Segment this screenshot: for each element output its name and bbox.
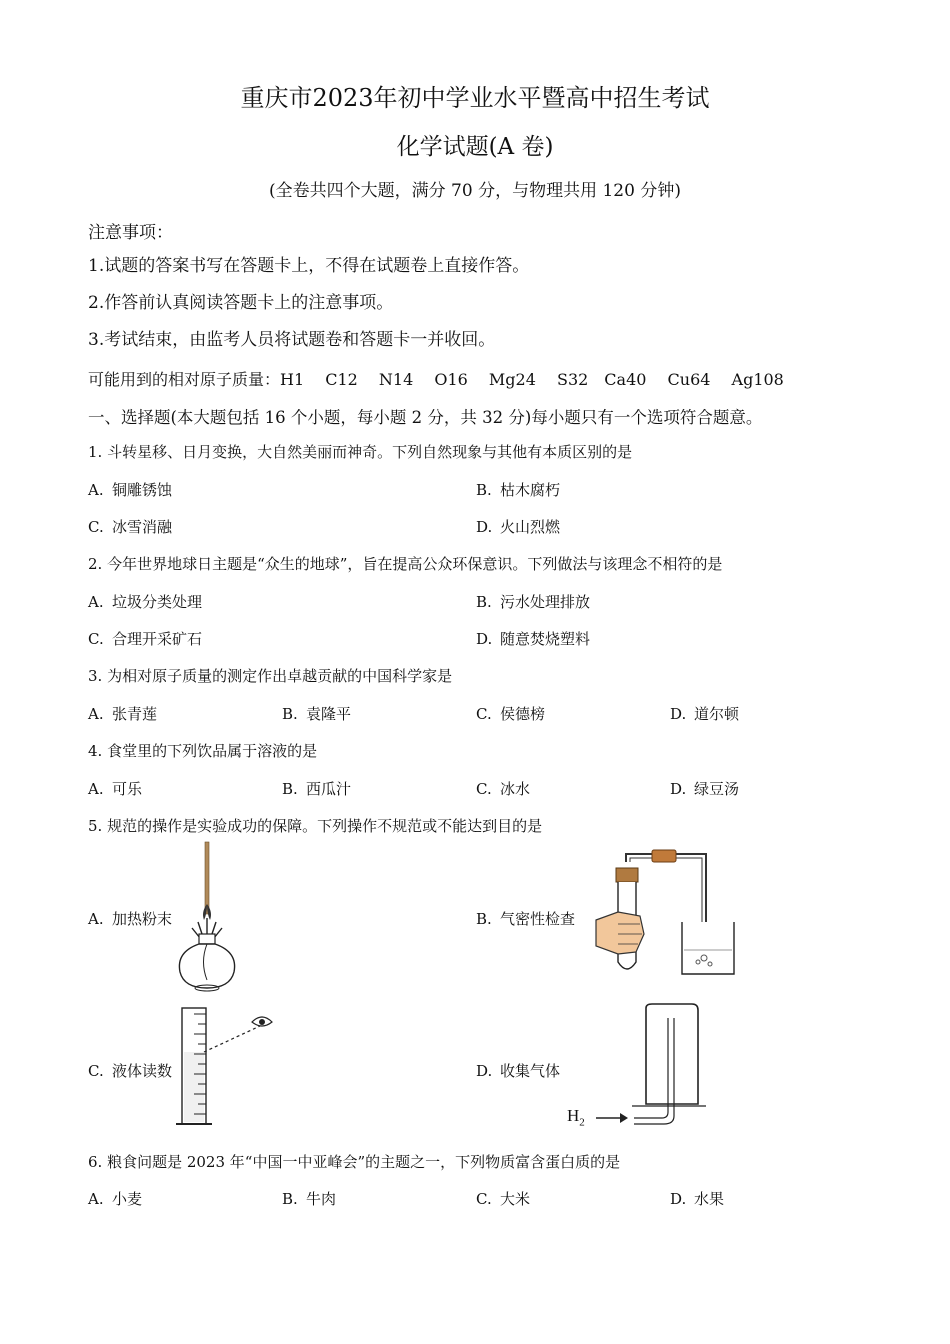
option-letter: D. xyxy=(670,780,687,798)
option[interactable] xyxy=(88,778,142,799)
option-text: 袁隆平 xyxy=(306,705,352,723)
option-letter: D. xyxy=(476,518,493,536)
option-text: 随意焚烧塑料 xyxy=(500,630,591,648)
option-text: 可乐 xyxy=(112,780,143,798)
option-text: 垃圾分类处理 xyxy=(112,593,203,611)
option-letter: C. xyxy=(88,518,104,536)
option-letter: B. xyxy=(282,1190,298,1208)
option-text: 冰雪消融 xyxy=(112,518,173,536)
option-text: 收集气体 xyxy=(500,1062,561,1080)
option[interactable] xyxy=(88,516,172,537)
option-text: 加热粉末 xyxy=(112,910,173,928)
option[interactable] xyxy=(476,703,545,724)
question-stem: 3. 为相对原子质量的测定作出卓越贡献的中国科学家是 xyxy=(88,667,453,685)
option[interactable] xyxy=(670,1188,724,1209)
option-letter: D. xyxy=(670,1190,687,1208)
airtightness-check-figure xyxy=(600,850,750,980)
option-text: 污水处理排放 xyxy=(500,593,591,611)
option[interactable] xyxy=(88,703,157,724)
option-text: 大米 xyxy=(500,1190,531,1208)
option-letter: D. xyxy=(670,705,687,723)
option-text: 道尔顿 xyxy=(694,705,740,723)
option-text: 火山烈燃 xyxy=(500,518,561,536)
option[interactable] xyxy=(476,479,560,500)
question-stem: 2. 今年世界地球日主题是“众生的地球”，旨在提高公众环保意识。下列做法与该理念不相符的是 xyxy=(88,555,723,573)
hydrogen-label xyxy=(567,1106,585,1128)
option-letter: C. xyxy=(476,1190,492,1208)
option-text: 枯木腐朽 xyxy=(500,481,561,499)
option-text: 侯德榜 xyxy=(500,705,546,723)
hydrogen-symbol: H xyxy=(567,1106,580,1125)
option-text: 冰水 xyxy=(500,780,531,798)
section-heading: 一、选择题(本大题包括 16 个小题，每小题 2 分，共 32 分)每小题只有一个选项符合题意。 xyxy=(88,408,763,427)
question-stem: 1. 斗转星移、日月变换，大自然美丽而神奇。下列自然现象与其他有本质区别的是 xyxy=(88,443,633,461)
option-letter: B. xyxy=(282,780,298,798)
option[interactable] xyxy=(476,1188,530,1209)
option-letter: A. xyxy=(88,593,104,611)
option[interactable] xyxy=(282,703,351,724)
option-letter: A. xyxy=(88,910,104,928)
option-letter: A. xyxy=(88,780,104,798)
option[interactable] xyxy=(88,479,172,500)
option-letter: D. xyxy=(476,1062,493,1080)
option-letter: C. xyxy=(88,630,104,648)
option-text: 绿豆汤 xyxy=(694,780,740,798)
option-text: 牛肉 xyxy=(306,1190,337,1208)
exam-title: 重庆市2023年初中学业水平暨高中招生考试 xyxy=(240,84,710,112)
option[interactable] xyxy=(476,778,530,799)
option[interactable] xyxy=(282,1188,336,1209)
option[interactable] xyxy=(88,1060,172,1081)
option[interactable] xyxy=(476,591,590,612)
question-stem: 5. 规范的操作是实验成功的保障。下列操作不规范或不能达到目的是 xyxy=(88,817,543,835)
option-text: 合理开采矿石 xyxy=(112,630,203,648)
option-letter: B. xyxy=(476,910,492,928)
option[interactable] xyxy=(88,628,202,649)
notice-item: 1.试题的答案书写在答题卡上，不得在试题卷上直接作答。 xyxy=(88,256,530,276)
hydrogen-subscript: 2 xyxy=(579,1116,585,1129)
option-letter: C. xyxy=(476,780,492,798)
option[interactable] xyxy=(282,778,351,799)
option-letter: A. xyxy=(88,1190,104,1208)
option[interactable] xyxy=(476,1060,560,1081)
option-letter: B. xyxy=(282,705,298,723)
option-letter: B. xyxy=(476,593,492,611)
option-text: 水果 xyxy=(694,1190,725,1208)
option-letter: B. xyxy=(476,481,492,499)
option-letter: A. xyxy=(88,705,104,723)
notice-item: 3.考试结束，由监考人员将试题卷和答题卡一并收回。 xyxy=(88,330,496,350)
option[interactable] xyxy=(476,516,560,537)
option[interactable] xyxy=(88,1188,142,1209)
option[interactable] xyxy=(476,628,590,649)
option-text: 张青莲 xyxy=(112,705,158,723)
option-text: 小麦 xyxy=(112,1190,143,1208)
option-text: 液体读数 xyxy=(112,1062,173,1080)
paper-scope: (全卷共四个大题，满分 70 分，与物理共用 120 分钟) xyxy=(269,181,681,201)
option[interactable] xyxy=(88,591,202,612)
question-stem: 4. 食堂里的下列饮品属于溶液的是 xyxy=(88,742,318,760)
option-text: 西瓜汁 xyxy=(306,780,352,798)
option[interactable] xyxy=(670,703,739,724)
option-letter: C. xyxy=(88,1062,104,1080)
atomic-masses: 可能用到的相对原子质量：H1 C12 N14 O16 Mg24 S32 Ca40 Cu64 Ag108 xyxy=(88,370,784,389)
question-stem: 6. 粮食问题是 2023 年“中国一中亚峰会”的主题之一，下列物质富含蛋白质的是 xyxy=(88,1153,621,1171)
option-text: 铜雕锈蚀 xyxy=(112,481,173,499)
paper-subtitle: 化学试题(A 卷) xyxy=(396,134,554,160)
option[interactable] xyxy=(88,908,172,929)
alcohol-lamp-figure xyxy=(170,842,250,992)
option[interactable] xyxy=(476,908,575,929)
notice-item: 2.作答前认真阅读答题卡上的注意事项。 xyxy=(88,293,394,313)
option-letter: A. xyxy=(88,481,104,499)
option[interactable] xyxy=(670,778,739,799)
option-letter: D. xyxy=(476,630,493,648)
option-letter: C. xyxy=(476,705,492,723)
notice-heading: 注意事项： xyxy=(88,223,173,243)
graduated-cylinder-figure xyxy=(176,1004,276,1134)
option-text: 气密性检查 xyxy=(500,910,576,928)
